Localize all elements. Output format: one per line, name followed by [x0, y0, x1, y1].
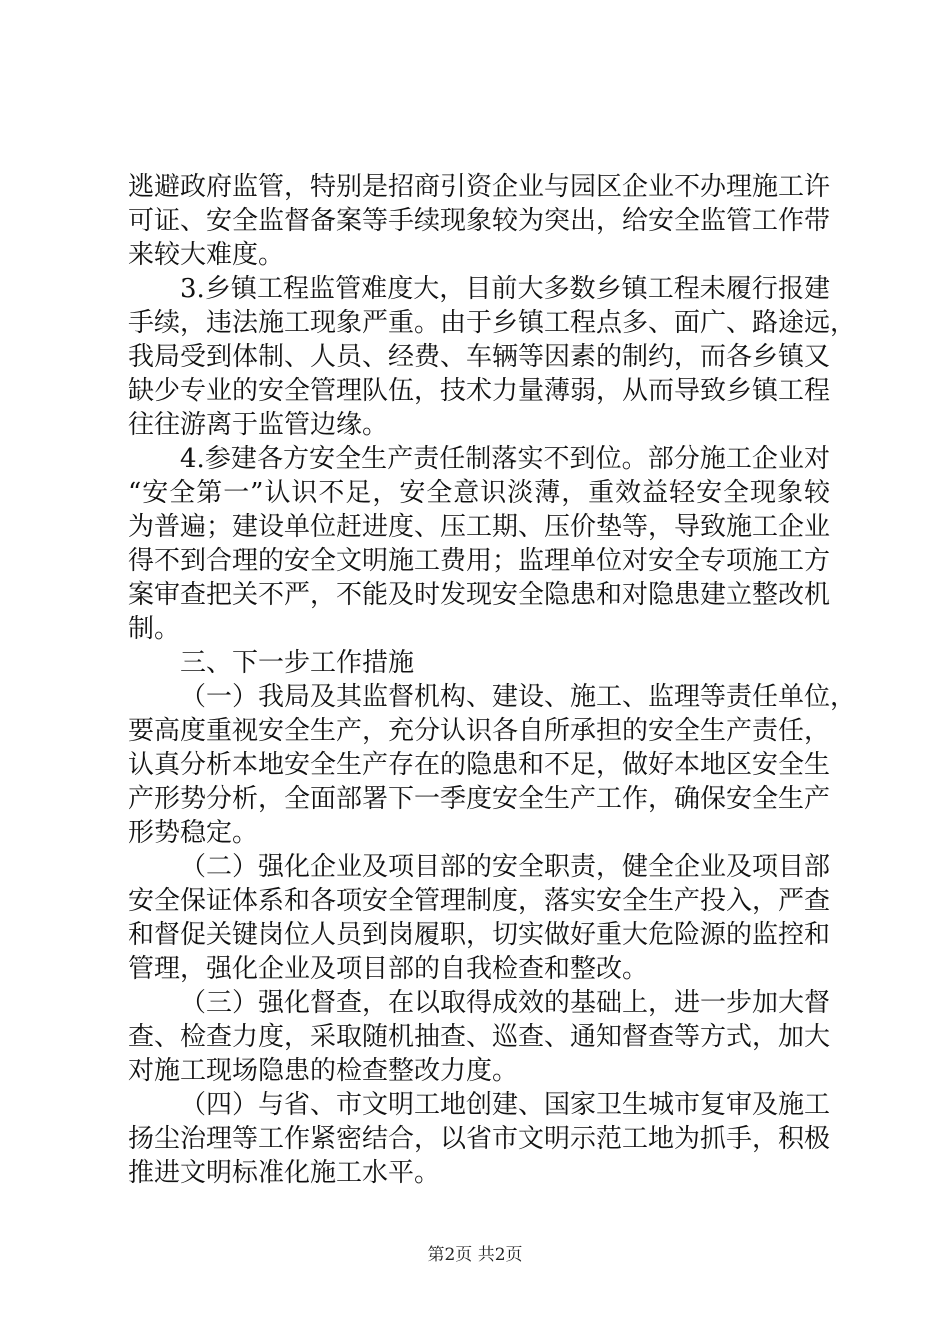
text-line: 得不到合理的安全文明施工费用；监理单位对安全专项施工方 [128, 546, 831, 576]
text-line: 要高度重视安全生产，充分认识各自所承担的安全生产责任， [128, 716, 831, 746]
text-line: 和督促关键岗位人员到岗履职，切实做好重大危险源的监控和 [128, 920, 831, 950]
text-line: （二）强化企业及项目部的安全职责，健全企业及项目部 [180, 852, 831, 882]
text-line: 推进文明标准化施工水平。 [128, 1158, 441, 1188]
text-line: 管理，强化企业及项目部的自我检查和整改。 [128, 954, 649, 984]
text-line: 对施工现场隐患的检查整改力度。 [128, 1056, 519, 1086]
text-line: 制。 [128, 614, 181, 644]
text-line: （一）我局及其监督机构、建设、施工、监理等责任单位， [180, 682, 857, 712]
text-line: 我局受到体制、人员、经费、车辆等因素的制约，而各乡镇又 [128, 342, 831, 372]
text-line: （四）与省、市文明工地创建、国家卫生城市复审及施工 [180, 1090, 831, 1120]
text-line: 手续，违法施工现象严重。由于乡镇工程点多、面广、路途远， [128, 308, 857, 338]
text-line: 3.乡镇工程监管难度大，目前大多数乡镇工程未履行报建 [180, 274, 830, 304]
text-line: 产形势分析，全面部署下一季度安全生产工作，确保安全生产 [128, 784, 831, 814]
text-line: 为普遍；建设单位赶进度、压工期、压价垫等，导致施工企业 [128, 512, 831, 542]
text-line: 案审查把关不严，不能及时发现安全隐患和对隐患建立整改机 [128, 580, 831, 610]
text-line: 三、下一步工作措施 [180, 648, 415, 678]
text-line: 缺少专业的安全管理队伍，技术力量薄弱，从而导致乡镇工程 [128, 376, 831, 406]
text-line: （三）强化督查，在以取得成效的基础上，进一步加大督 [180, 988, 831, 1018]
text-line: 可证、安全监督备案等手续现象较为突出，给安全监管工作带 [128, 206, 831, 236]
text-line: “安全第一”认识不足，安全意识淡薄，重效益轻安全现象较 [128, 478, 830, 508]
text-line: 逃避政府监管，特别是招商引资企业与园区企业不办理施工许 [128, 172, 831, 202]
text-line: 安全保证体系和各项安全管理制度，落实安全生产投入，严查 [128, 886, 831, 916]
text-line: 形势稳定。 [128, 818, 259, 848]
text-line: 扬尘治理等工作紧密结合，以省市文明示范工地为抓手，积极 [128, 1124, 831, 1154]
text-line: 往往游离于监管边缘。 [128, 410, 389, 440]
text-line: 4.参建各方安全生产责任制落实不到位。部分施工企业对 [180, 444, 830, 474]
text-line: 查、检查力度，采取随机抽查、巡查、通知督查等方式，加大 [128, 1022, 831, 1052]
text-line: 认真分析本地安全生产存在的隐患和不足，做好本地区安全生 [128, 750, 831, 780]
text-line: 来较大难度。 [128, 240, 285, 270]
page-footer: 第2页 共2页 [427, 1245, 523, 1265]
document-body [128, 170, 857, 1190]
